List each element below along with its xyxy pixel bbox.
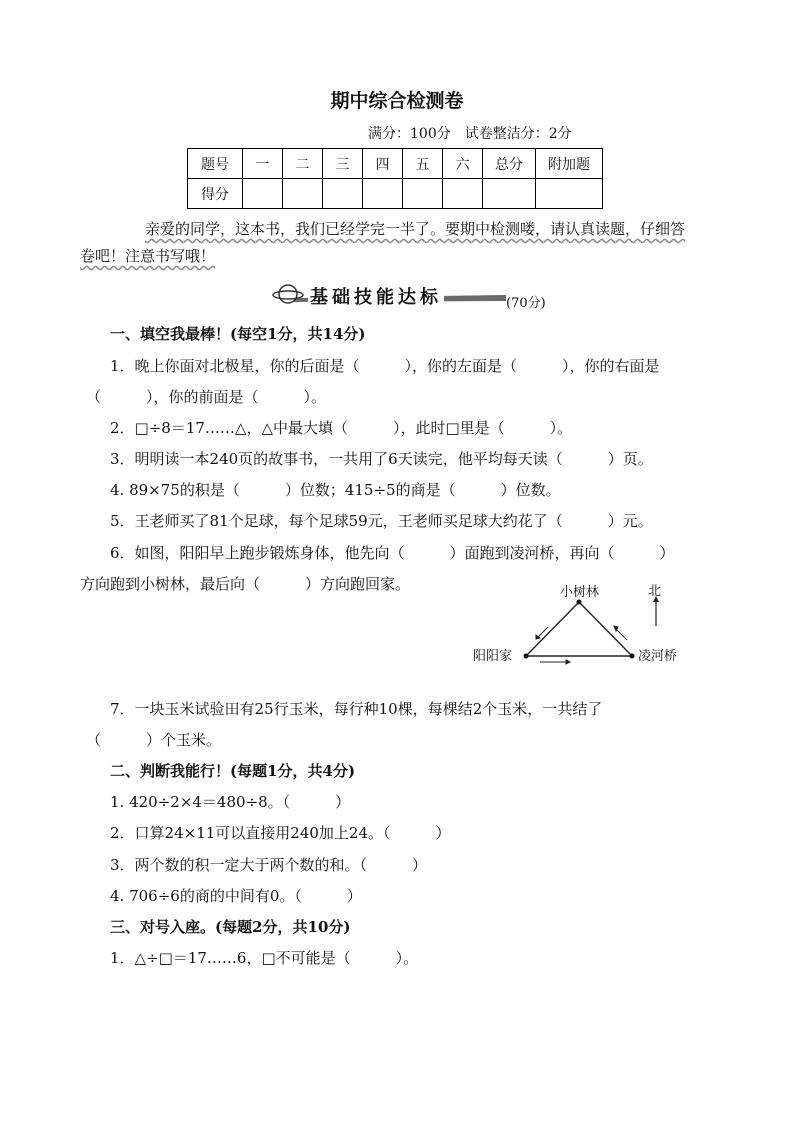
question-1-7-cont: （ ）个玉米。 xyxy=(86,731,222,749)
section-3-title: 三、对号入座。(每题2分，共10分) xyxy=(110,918,351,936)
score-header-cell: 四 xyxy=(363,149,403,179)
intro-line-1: 亲爱的同学，这本书，我们已经学完一半了。要期中检测喽，请认真读题，仔细答 xyxy=(145,220,686,238)
intro-line-2: 卷吧！注意书写哦！ xyxy=(80,247,216,265)
score-header-cell: 三 xyxy=(323,149,363,179)
question-2-1: 1. 420÷2×4＝480÷8。（ ） xyxy=(110,793,351,811)
score-cell[interactable] xyxy=(243,179,283,209)
question-1-5: 5．王老师买了81个足球，每个足球59元，王老师买足球大约花了（ ）元。 xyxy=(110,512,653,530)
route-diagram xyxy=(470,580,700,672)
label-bridge: 凌河桥 xyxy=(638,649,678,664)
bridge-point xyxy=(630,654,635,659)
north-arrow-icon xyxy=(653,596,659,626)
question-2-4: 4. 706÷6的商的中间有0。（ ） xyxy=(110,887,362,905)
label-north: 北 xyxy=(648,584,662,599)
score-cell[interactable] xyxy=(323,179,363,209)
score-table-header-row xyxy=(188,149,603,179)
label-home: 阳阳家 xyxy=(473,649,513,664)
score-header-cell: 五 xyxy=(403,149,443,179)
question-1-6: 6．如图，阳阳早上跑步锻炼身体，他先向（ ）面跑到凌河桥，再向（ ） xyxy=(110,544,675,562)
section-1-title: 一、填空我最棒！(每空1分，共14分) xyxy=(110,325,366,343)
banner-title: 基础技能达标 xyxy=(308,283,444,309)
score-header-cell: 附加题 xyxy=(536,149,603,179)
question-3-1: 1．△÷□＝17……6，□不可能是（ ）。 xyxy=(110,949,419,967)
score-cell[interactable] xyxy=(483,179,536,209)
score-row-label: 得分 xyxy=(188,179,243,209)
score-meta: 满分：100分 试卷整洁分：2分 xyxy=(368,126,572,142)
score-header-cell: 六 xyxy=(443,149,483,179)
question-1-1: 1．晚上你面对北极星，你的后面是（ ），你的左面是（ ），你的右面是 xyxy=(110,357,660,375)
question-1-7: 7．一块玉米试验田有25行玉米，每行种10棵，每棵结2个玉米，一共结了 xyxy=(110,700,603,718)
question-1-1-cont: （ ），你的前面是（ ）。 xyxy=(86,388,327,406)
question-2-3: 3．两个数的积一定大于两个数的和。（ ） xyxy=(110,856,428,874)
forest-point xyxy=(577,600,582,605)
score-cell[interactable] xyxy=(443,179,483,209)
score-header-cell: 题号 xyxy=(188,149,243,179)
score-header-cell: 一 xyxy=(243,149,283,179)
question-1-2: 2．□÷8＝17……△，△中最大填（ ），此时□里是（ ）。 xyxy=(110,419,573,437)
home-point xyxy=(524,654,529,659)
question-1-6-cont: 方向跑到小树林，最后向（ ）方向跑回家。 xyxy=(80,575,411,593)
score-table-score-row xyxy=(188,179,603,209)
score-cell[interactable] xyxy=(283,179,323,209)
page-title: 期中综合检测卷 xyxy=(330,90,464,112)
question-1-4: 4. 89×75的积是（ ）位数；415÷5的商是（ ）位数。 xyxy=(110,481,561,499)
score-cell[interactable] xyxy=(403,179,443,209)
score-header-cell: 总分 xyxy=(483,149,536,179)
banner-points: (70分) xyxy=(506,296,546,311)
label-forest: 小树林 xyxy=(560,585,600,600)
score-cell[interactable] xyxy=(536,179,603,209)
score-header-cell: 二 xyxy=(283,149,323,179)
score-cell[interactable] xyxy=(363,179,403,209)
question-1-3: 3．明明读一本240页的故事书，一共用了6天读完，他平均每天读（ ）页。 xyxy=(110,450,653,468)
score-table xyxy=(187,148,603,209)
section-2-title: 二、判断我能行！(每题1分，共4分) xyxy=(110,762,356,780)
question-2-2: 2．口算24×11可以直接用240加上24。（ ） xyxy=(110,824,451,842)
